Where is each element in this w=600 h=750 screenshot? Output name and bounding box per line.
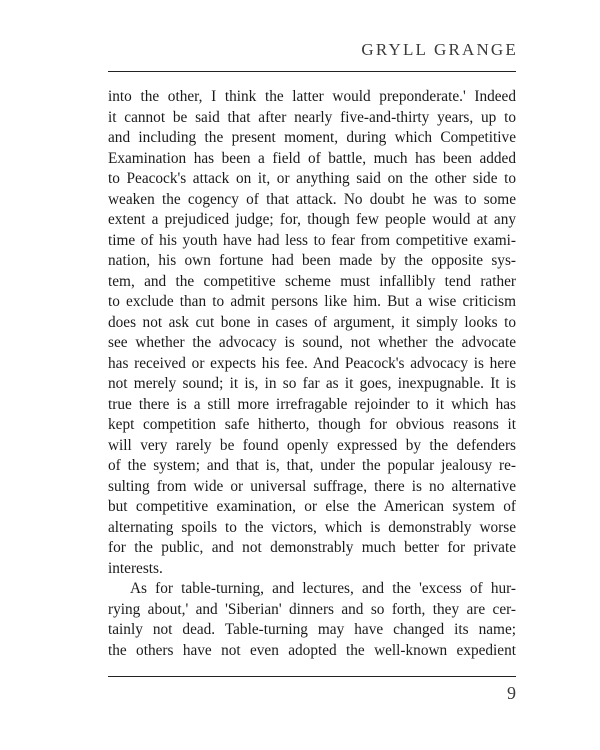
text-line: does not ask cut bone in cases of argument, it simply looks to xyxy=(108,313,516,331)
text-line: tainly not dead. Table-turning may have changed its name; xyxy=(108,621,516,638)
text-line: true there is a still more irrefragable rejoinder to it which has xyxy=(108,395,516,413)
text-line: into the other, I think the latter would preponderate.' Indeed xyxy=(108,88,516,105)
text-line: Examination has been a field of battle, much has been added xyxy=(108,149,516,167)
text-line: kept competition safe hitherto, though for obvious reasons it xyxy=(108,416,516,433)
text-line: the others have not even adopted the well-known expedient xyxy=(108,641,516,659)
header-rule xyxy=(108,71,516,72)
text-line: of the system; and that is, that, under the popular jealousy re- xyxy=(108,457,516,474)
text-line: time of his youth have had less to fear from competitive exami- xyxy=(108,231,516,249)
text-line: rying about,' and 'Siberian' dinners and so forth, they are cer- xyxy=(108,600,516,618)
text-line: alternating spoils to the victors, which is demonstrably worse xyxy=(108,518,516,536)
text-line: but competitive examination, or else the American system of xyxy=(108,498,516,515)
text-line: to Peacock's attack on it, or anything said on the other side to xyxy=(108,170,516,187)
text-line: sulting from wide or universal suffrage, there is no alternative xyxy=(108,477,516,495)
text-line: to exclude than to admit persons like him. But a wise criticism xyxy=(108,293,516,310)
text-line: for the public, and not demonstrably much better for private xyxy=(108,539,516,556)
text-line: has received or expects his fee. And Peacock's advocacy is here xyxy=(108,354,516,372)
running-head-title: GRYLL GRANGE xyxy=(361,40,518,59)
text-line: not merely sound; it is, in so far as it goes, inexpugnable. It is xyxy=(108,375,516,392)
text-line: it cannot be said that after nearly five-and-thirty years, up to xyxy=(108,108,516,126)
footer-rule xyxy=(108,676,516,677)
text-line: interests. xyxy=(108,559,163,577)
text-line: and including the present moment, during which Competitive xyxy=(108,129,516,146)
text-line: see whether the advocacy is sound, not whether the advocate xyxy=(108,334,516,351)
page-number: 9 xyxy=(507,683,516,703)
text-line: weaken the cogency of that attack. No doubt he was to some xyxy=(108,190,516,208)
text-line: As for table-turning, and lectures, and the 'excess of hur- xyxy=(130,580,516,597)
body-text xyxy=(108,87,516,661)
text-line: will very rarely be found openly expressed by the defenders xyxy=(108,436,516,454)
text-line: nation, his own fortune had been made by the opposite sys- xyxy=(108,252,516,269)
text-line: tem, and the competitive scheme must infallibly tend rather xyxy=(108,272,516,290)
text-line: extent a prejudiced judge; for, though few people would at any xyxy=(108,211,516,228)
